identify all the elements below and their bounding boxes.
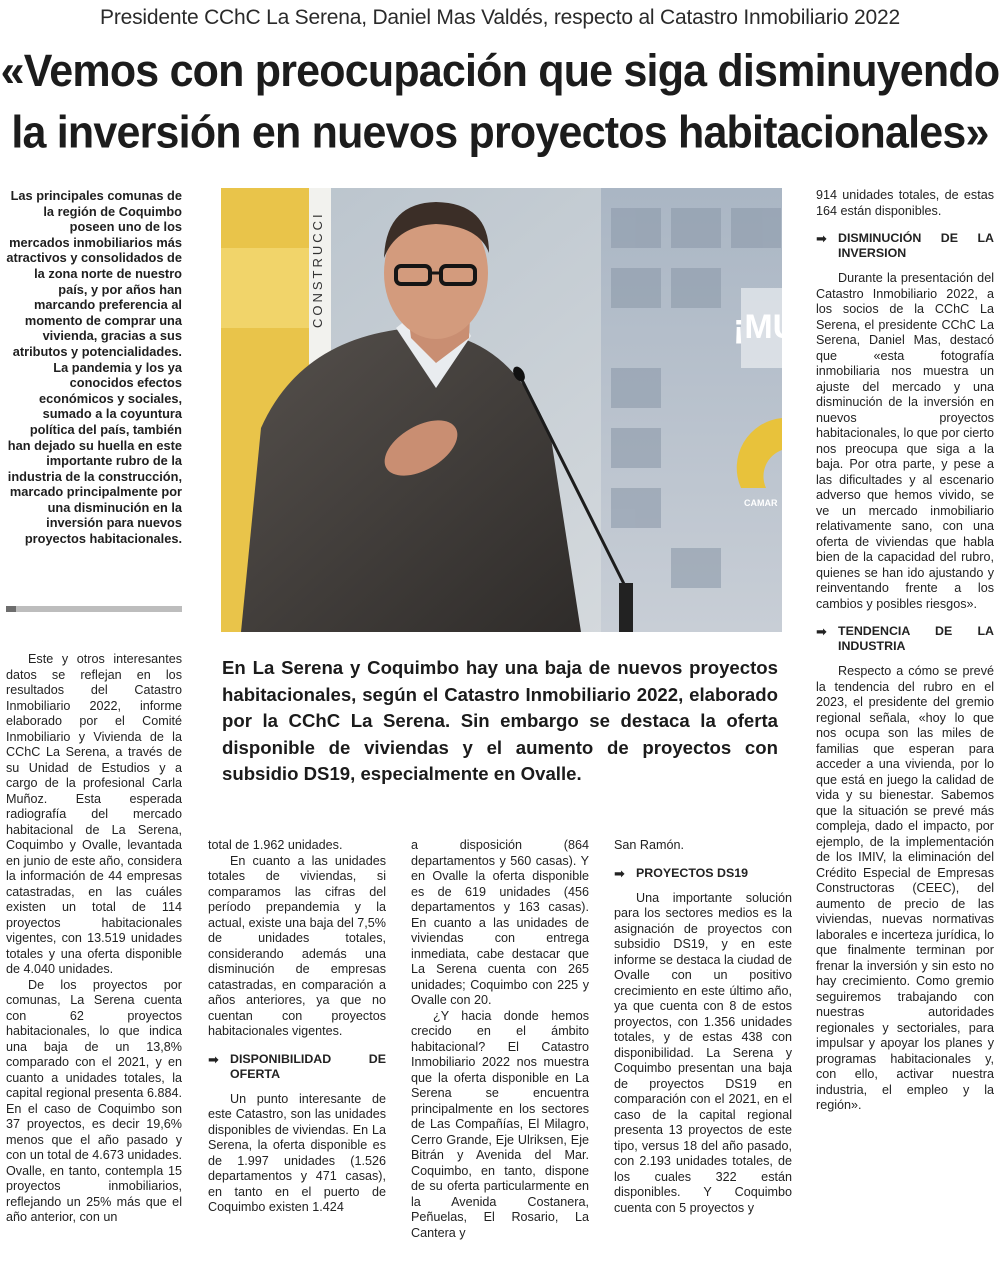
- arrow-right-icon: ➡: [816, 231, 827, 246]
- speaker-photo: [221, 188, 847, 632]
- section-heading-tendencia: ➡ TENDENCIA DE LA INDUSTRIA: [816, 624, 994, 653]
- banner-text: ¡MUCH: [733, 308, 847, 346]
- col1-paragraph-1: Este y otros interesantes datos se reflejan en los resultados del Catastro Inmobiliario 2022, informe elaborado por el Comité Inmobiliario y Vivienda de la CChC La Serena, a través de su Unidad de Estudios y a cargo de la profesional Carla Muñoz. Esta esperada radiografía del mercado habitacional de La Serena, Coquimbo y Ovalle, levantada en junio de este año, considera la información de 44 empresas catastradas, en las cuáles existen un total de 114 proyectos habitacionales vigentes, con 13.519 unidades totales y una oferta disponible de 4.040 unidades.: [6, 652, 182, 976]
- col5-paragraph-3: Respecto a cómo se prevé la tendencia del rubro en el 2023, el presidente del gremio regional señala, «hoy lo que nos ocupa son las miles de familias que esperan para acceder a una vivienda, por lo que está en juego la calidad de vida y su bienestar. Sabemos que la situación se prevé más compleja, dado el impacto, por ejemplo, de la implementación de los IMIV, la eliminación del Crédito Especial de Empresas Constructoras (CEEC), del aumento de precio de las viviendas, nuevas normativas laborales e incerteza jurídica, lo que finalmente terminan por frenar la inversión y sin esto no hay crecimiento. Como gremio seguiremos trabajando con nuestras autoridades regionales y sectoriales, para impulsar y apoyar los planes y programas habitacionales y, con ello, activar nuestra industria, el empleo y la región».: [816, 664, 994, 1112]
- section-heading-disminucion: ➡ DISMINUCIÓN DE LA INVERSION: [816, 231, 994, 260]
- col4-paragraph-2: Una importante solución para los sectores medios es la asignación de proyectos con subsidio DS19, y en este informe se destaca la ciudad de Ovalle con un positivo crecimiento en este último año, ya que cuenta con 8 de estos proyectos, con 1.356 unidades totales, y de estas 438 con disponibilidad. La Serena y Coquimbo presentan una baja de proyectos DS19 en comparación con el 2021, en el caso de la capital regional presenta 13 proyectos de este tipo, versus 18 del año pasado, con 2.193 unidades totales, de los cuales 322 están disponibles. Y Coquimbo cuenta con 5 proyectos y: [614, 890, 792, 1215]
- column-4: [614, 838, 792, 1216]
- photo-caption: En La Serena y Coquimbo hay una baja de nuevos proyectos habitacionales, según el Catastro Inmobiliario 2022, elaborado por la CChC La Serena. Sin embargo se destaca la oferta disponible de viviendas y el aumento de proyectos con subsidio DS19, especialmente en Ovalle.: [222, 657, 778, 784]
- col2-paragraph-1: total de 1.962 unidades.: [208, 838, 343, 852]
- column-3: [411, 838, 589, 1241]
- headline: [0, 41, 1000, 164]
- arrow-right-icon: ➡: [614, 865, 625, 881]
- headline-line-2: la inversión en nuevos proyectos habitacionales»: [11, 107, 989, 159]
- col4-paragraph-1: San Ramón.: [614, 838, 685, 852]
- col5-paragraph-1: 914 unidades totales, de estas 164 están disponibles.: [816, 188, 994, 218]
- col2-paragraph-3: Un punto interesante de este Catastro, son las unidades disponibles de viviendas. En La Serena, la oferta disponible es de 1.997 unidades (1.526 departamentos y 471 casas), en tanto en el puerto de Coquimbo existen 1.424: [208, 1091, 386, 1214]
- section-heading-disponibilidad: ➡ DISPONIBILIDAD DE OFERTA: [208, 1051, 386, 1081]
- vertical-wall-text: CONSTRUCCI: [310, 211, 325, 328]
- column-2: [208, 838, 386, 1216]
- col3-paragraph-2: ¿Y hacia donde hemos crecido en el ámbito habitacional? El Catastro Inmobiliario 2022 nos muestra que la oferta disponible en La Serena se encuentra principalmente en los sectores de Las Compañías, El Milagro, Cerro Grande, Eje Ulriksen, Eje Bitrán y Avenida del Mar. Coquimbo, en tanto, dispone de su oferta particularmente en la Avenida Costanera, Peñuelas, El Rosario, La Cantera y: [411, 1008, 589, 1240]
- arrow-right-icon: ➡: [208, 1051, 219, 1067]
- headline-line-1: «Vemos con preocupación que siga disminuyendo: [0, 45, 1000, 97]
- col2-paragraph-2: En cuanto a las unidades totales de viviendas, si comparamos las cifras del período prepandemia y la actual, existe una baja del 7,5% de unidades totales, considerando además una disminución de empresas catastradas, en comparación a años anteriores, ya que no cuentan con proyectos habitacionales vigentes.: [208, 853, 386, 1038]
- col5-paragraph-2: Durante la presentación del Catastro Inmobiliario 2022, a los socios de la CChC La Serena, el presidente CChC La Serena, Daniel Mas, destacó que «esta fotografía inmobiliaria nos muestra un ajuste del mercado y una disminución de la inversión en nuevos proyectos habitacionales, lo que por cierto nos preocupa que siga a la baja. Por otra parte, y pese a las dificultades y al escenario adverso que hemos vivido, se ve un mercado inmobiliario relativamente sano, con una oferta de viviendas que habla bien de la capacidad del rubro, quienes se han ido ajustando y reinventando frente a los cambios y posibles riesgos».: [816, 271, 994, 611]
- lead-divider-bar: [6, 606, 182, 612]
- section-heading-ds19: ➡ PROYECTOS DS19: [614, 865, 749, 881]
- kicker: Presidente CChC La Serena, Daniel Mas Valdés, respecto al Catastro Inmobiliario 2022: [100, 6, 900, 29]
- column-1: [6, 652, 182, 1226]
- arrow-right-icon: ➡: [816, 624, 827, 639]
- column-5: [816, 188, 994, 1114]
- col1-paragraph-2: De los proyectos por comunas, La Serena cuenta con 62 proyectos habitacionales, lo que indica una baja de un 13,8% comparado con el 2021, y en cuanto a unidades totales, la capital regional presenta 6.884. En el caso de Coquimbo son 37 proyectos, es decir 19,6% menos que el año pasado y con un total de 4.673 unidades. Ovalle, en tanto, contempla 15 proyectos inmobiliarios, reflejando un 25% más que el año anterior, con un: [6, 977, 182, 1224]
- lead-paragraph: Las principales comunas de la región de Coquimbo poseen uno de los mercados inmobiliarios más atractivos y consolidados de la zona norte de nuestro país, y por años han marcando preferencia al momento de comprar una vivienda, gracias a sus atributos y potencialidades. La pandemia y los ya conocidos efectos económicos y sociales, sumado a la coyuntura política del país, también han dejado su huella en este importante rubro de la industria de la construcción, marcado principalmente por una disminución en la inversión para nuevos proyectos habitacionales.: [6, 188, 182, 547]
- logo-text: CAMAR: [744, 498, 778, 508]
- col3-paragraph-1: a disposición (864 departamentos y 560 casas). Y en Ovalle la oferta disponible es de 619 unidades (456 departamentos y 163 casas). En cuanto a las unidades de viviendas con entrega inmediata, cabe destacar que La Serena cuenta con 265 unidades; Coquimbo con 225 y Ovalle con 20.: [411, 838, 589, 1007]
